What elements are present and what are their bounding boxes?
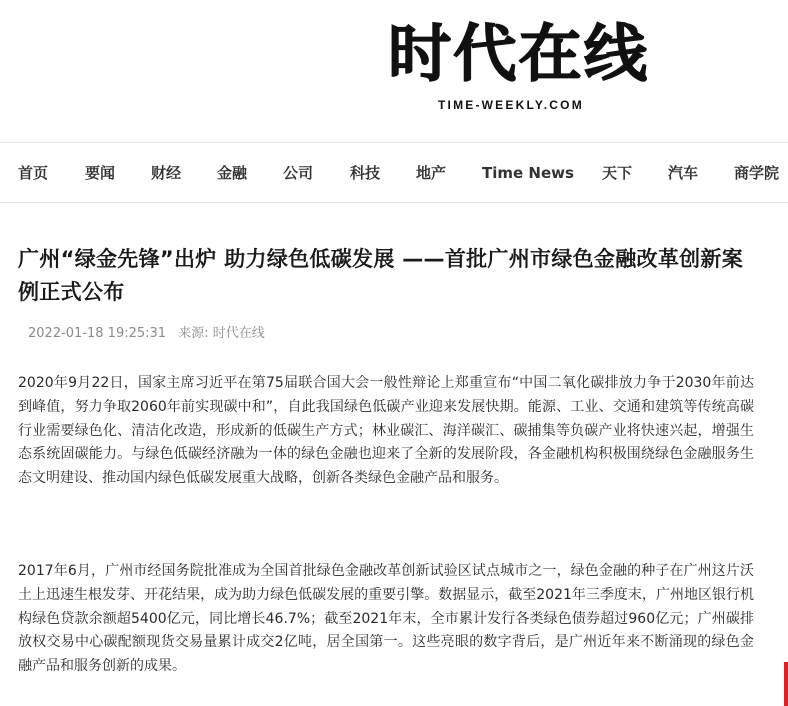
nav-item-realestate[interactable]: 地产	[416, 164, 447, 182]
logo-domain: TIME-WEEKLY.COM	[438, 98, 584, 112]
nav-item-tech[interactable]: 科技	[350, 164, 381, 182]
article-paragraph: 2020年9月22日，国家主席习近平在第75届联合国大会一般性辩论上郑重宣布“中国二氧化碳排放力争于2030年前达到峰值，努力争取2060年前实现碳中和”，自此我国绿色低碳产业迎来发展快期。能源、工业、交通和建筑等传统高碳行业需要绿色化、清洁化改造，形成新的低碳生产方式；林业碳汇、海洋碳汇、碳捕集等负碳产业将快速兴起，增强生态系统固碳能力。与绿色低碳经济融为一体的绿色金融也迎来了全新的发展阶段，各金融机构积极围绕绿色金融服务生态文明建设、推动国内绿色低碳发展重大战略，创新各类绿色金融产品和服务。	[18, 375, 754, 487]
logo-wordmark: 时代在线	[388, 17, 650, 90]
article-meta	[28, 325, 273, 343]
site-header	[0, 0, 788, 142]
nav-item-headlines[interactable]: 要闻	[85, 164, 116, 182]
article-source: 来源: 时代在线	[178, 326, 265, 341]
nav-item-company[interactable]: 公司	[283, 164, 314, 182]
nav-item-banking[interactable]: 金融	[217, 164, 248, 182]
nav-item-auto[interactable]: 汽车	[668, 164, 699, 182]
nav-item-finance[interactable]: 财经	[151, 164, 182, 182]
nav-item-time-news[interactable]: Time News	[482, 164, 574, 182]
article-date: 2022-01-18 19:25:31	[28, 326, 167, 341]
nav-item-home[interactable]: 首页	[18, 164, 49, 182]
article-title: 广州“绿金先锋”出炉 助力绿色低碳发展 ——首批广州市绿色金融改革创新案例正式公布	[18, 247, 744, 304]
site-logo[interactable]	[388, 18, 658, 118]
floating-side-widget[interactable]	[784, 662, 788, 706]
article-paragraph: 2017年6月，广州市经国务院批准成为全国首批绿色金融改革创新试验区试点城市之一，绿色金融的种子在广州这片沃土上迅速生根发芽、开花结果，成为助力绿色低碳发展的重要引擎。数据显示，截至2021年三季度末，广州地区银行机构绿色贷款余额超5400亿元，同比增长46.7%；截至2021年末，全市累计发行各类绿色债券超过960亿元；广州碳排放权交易中心碳配额现货交易量累计成交2亿吨，居全国第一。这些亮眼的数字背后，是广州近年来不断涌现的绿色金融产品和服务创新的成果。	[18, 563, 754, 675]
nav-item-business-school[interactable]: 商学院	[734, 164, 780, 182]
main-nav	[0, 143, 788, 203]
nav-item-world[interactable]: 天下	[602, 164, 633, 182]
